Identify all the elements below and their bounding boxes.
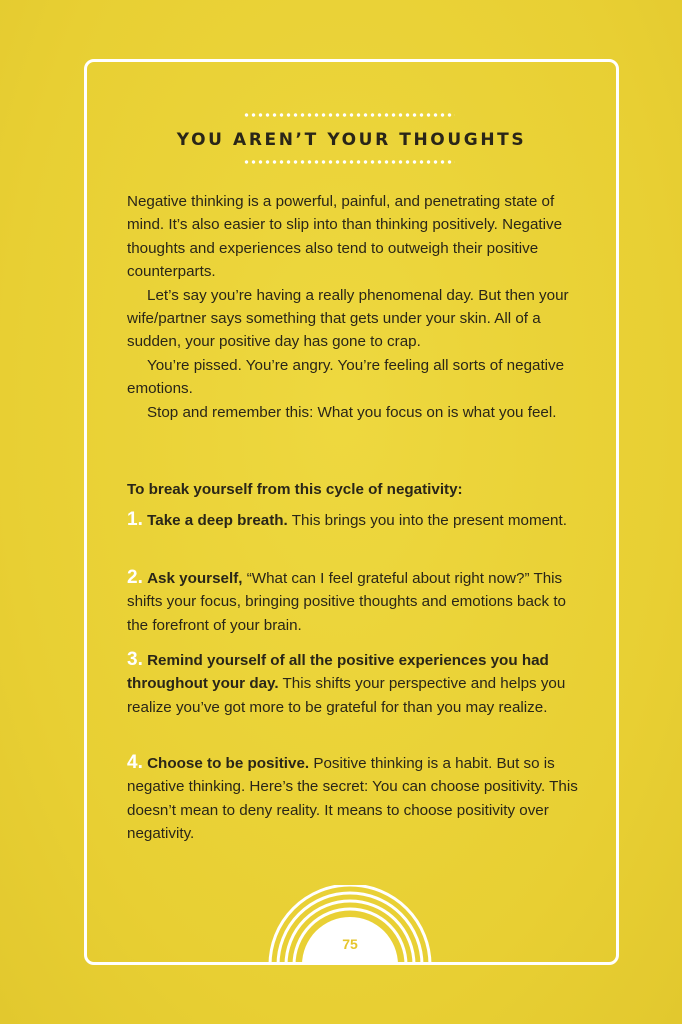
list-item bbox=[127, 508, 585, 532]
step-text: This shifts your perspective and helps you realize you’ve got more to be grateful for than you may realize. bbox=[127, 675, 566, 716]
step-text: Positive thinking is a habit. But so is negative thinking. Here’s the secret: You can choose positivity. This doesn’t mean to deny reality. It means to choose positivity over negativity. bbox=[127, 755, 578, 843]
step-bold: Choose to be positive. bbox=[147, 755, 310, 772]
body-text bbox=[127, 190, 585, 424]
step-bold: Remind yourself of all the positive experiences you had throughout your day. bbox=[127, 652, 549, 693]
list-item bbox=[127, 566, 585, 637]
list-item bbox=[127, 751, 585, 846]
page-number: 75 bbox=[342, 936, 358, 952]
paragraph: Let’s say you’re having a really phenomenal day. But then your wife/partner says something that gets under your skin. All of a sudden, your positive day has gone to crap. bbox=[127, 286, 569, 351]
step-number: 1. bbox=[127, 509, 143, 530]
list-item bbox=[127, 648, 585, 719]
step-bold: Take a deep breath. bbox=[147, 512, 288, 529]
step-text: “What can I feel grateful about right now?” This shifts your focus, bringing positive thoughts and emotions back to the forefront of your brain. bbox=[127, 570, 566, 634]
step-text: This brings you into the present moment. bbox=[287, 512, 567, 529]
paragraph: Stop and remember this: What you focus on is what you feel. bbox=[147, 403, 557, 421]
step-number: 2. bbox=[127, 567, 143, 588]
dotted-rule-top bbox=[243, 113, 455, 117]
page-heading: YOU AREN’T YOUR THOUGHTS bbox=[176, 130, 527, 150]
dotted-rule-bottom bbox=[243, 160, 455, 164]
list-lead: To break yourself from this cycle of negativity: bbox=[127, 481, 463, 498]
paragraph: You’re pissed. You’re angry. You’re feeling all sorts of negative emotions. bbox=[127, 356, 565, 398]
sunrise-arc-icon bbox=[265, 885, 435, 965]
step-number: 4. bbox=[127, 752, 143, 773]
step-number: 3. bbox=[127, 649, 143, 670]
paragraph: Negative thinking is a powerful, painful, and penetrating state of mind. It’s also easier to slip into than thinking positively. Negative thoughts and experiences also tend to outweigh their positive counterparts. bbox=[127, 193, 563, 281]
step-bold: Ask yourself, bbox=[147, 570, 243, 587]
